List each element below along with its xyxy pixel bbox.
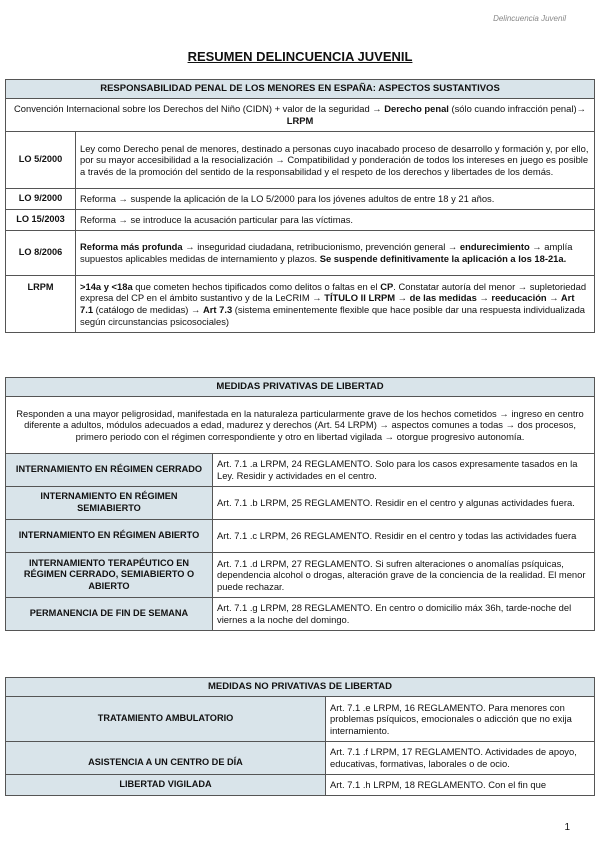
table-medidas-no-privativas: [5, 677, 595, 796]
text-bold: >14a y <18a: [80, 280, 133, 292]
text-bold: Art 7.3: [203, 304, 233, 315]
table-row: [6, 598, 595, 631]
text-plain: → amplía supuestos aplicables medidas de internamiento y plazos.: [80, 241, 573, 264]
table-row: [6, 276, 595, 333]
row-label: PERMANENCIA DE FIN DE SEMANA: [6, 598, 213, 631]
row-text: [76, 276, 595, 333]
table-row: [6, 231, 595, 276]
row-label: INTERNAMIENTO TERAPÉUTICO EN RÉGIMEN CERRADO, SEMIABIERTO O ABIERTO: [6, 553, 213, 598]
row-text: Art. 7.1 .c LRPM, 26 REGLAMENTO. Residir en el centro y todas las actividades fuera: [213, 520, 595, 553]
row-label: LO 15/2003: [6, 210, 76, 231]
intro-bold: Derecho penal: [384, 103, 449, 115]
running-header: Delincuencia Juvenil: [493, 14, 566, 23]
row-label: INTERNAMIENTO EN RÉGIMEN SEMIABIERTO: [6, 487, 213, 520]
row-text: [76, 231, 595, 276]
table-row: [6, 189, 595, 210]
text-bold: CP: [380, 280, 394, 292]
row-label: LO 5/2000: [6, 132, 76, 189]
text-bold: TÍTULO II LRPM → de las medidas → reeducación → Art 7.1: [80, 292, 575, 315]
intro-text: Convención Internacional sobre los Derechos del Niño (CIDN) + valor de la seguridad →: [14, 103, 385, 115]
section-heading: RESPONSABILIDAD PENAL DE LOS MENORES EN ESPAÑA: ASPECTOS SUSTANTIVOS: [6, 80, 595, 99]
table-row: [6, 775, 595, 796]
row-text: Art. 7.1 .a LRPM, 24 REGLAMENTO. Solo para los casos expresamente tasados en la Ley. Residir y actividades en el centro.: [213, 454, 595, 487]
table-row: [6, 520, 595, 553]
document-title: RESUMEN DELINCUENCIA JUVENIL: [187, 49, 413, 64]
text-plain: (catálogo de medidas) →: [93, 304, 203, 315]
table-row: [6, 553, 595, 598]
table-row: [6, 487, 595, 520]
section-intro: Responden a una mayor peligrosidad, manifestada en la naturaleza particularmente grave de los hechos cometidos → ingreso en centro diferente a adultos, módulos adecuados a edad, madurez y derechos (Art. 54 LRPM) → aspectos comunes a todas → dos procesos, primero periodo con el régimen correspondiente y otro en libertad vigilada → otorgue progresivo autonomía.: [6, 397, 595, 454]
section-intro: [6, 99, 595, 132]
row-text: Art. 7.1 .g LRPM, 28 REGLAMENTO. En centro o domicilio máx 36h, tarde-noche del viernes a la noche del domingo.: [213, 598, 595, 631]
row-text: Reforma → suspende la aplicación de la LO 5/2000 para los jóvenes adultos de entre 18 y 21 años.: [76, 189, 595, 210]
row-text: Art. 7.1 .d LRPM, 27 REGLAMENTO. Si sufren alteraciones o anomalías psíquicas, dependencia alcohol o drogas, alteración grave de la conciencia de la realidad. El menor puede rechazar.: [213, 553, 595, 598]
intro-text: (sólo cuando infracción penal)→: [448, 103, 586, 115]
table-row: [6, 697, 595, 742]
row-text: Ley como Derecho penal de menores, destinado a personas cuyo inacabado proceso de desarrollo y formación y, por ello, por su mayor accesibilidad a la resocialización → Compatibilidad y ponderación de todos los intereses en juego es posible a través de la promoción del sentido de la responsabilidad y el respeto de los derechos y libertades de los demás.: [76, 132, 595, 189]
page-number: 1: [564, 822, 570, 833]
table-row: [6, 132, 595, 189]
row-label: INTERNAMIENTO EN RÉGIMEN CERRADO: [6, 454, 213, 487]
intro-bold: LRPM: [286, 115, 314, 126]
text-plain: (sistema eminentemente flexible que hace posible dar una respuesta individualizada según circunstancias psicosociales): [80, 304, 586, 327]
row-text: Art. 7.1 .b LRPM, 25 REGLAMENTO. Residir en el centro y algunas actividades fuera.: [213, 487, 595, 520]
row-label: INTERNAMIENTO EN RÉGIMEN ABIERTO: [6, 520, 213, 553]
row-label: LO 9/2000: [6, 189, 76, 210]
text-bold: Reforma más profunda: [80, 241, 183, 253]
row-label: TRATAMIENTO AMBULATORIO: [6, 697, 326, 742]
row-text: Art. 7.1 .f LRPM, 17 REGLAMENTO. Actividades de apoyo, educativas, formativas, laborales o de ocio.: [326, 742, 595, 775]
table-responsabilidad-penal: [5, 79, 595, 333]
table-medidas-privativas: [5, 377, 595, 631]
row-label: LRPM: [6, 276, 76, 333]
table-row: [6, 210, 595, 231]
row-text: Art. 7.1 .h LRPM, 18 REGLAMENTO. Con el fin que: [326, 775, 595, 796]
section-heading: MEDIDAS NO PRIVATIVAS DE LIBERTAD: [6, 678, 595, 697]
row-text: Art. 7.1 .e LRPM, 16 REGLAMENTO. Para menores con problemas psíquicos, emocionales o adicción que no exija internamiento.: [326, 697, 595, 742]
text-plain: → inseguridad ciudadana, retribucionismo, prevención general →: [182, 241, 460, 253]
text-bold: Se suspende definitivamente la aplicación a los 18-21a.: [319, 253, 567, 264]
section-heading: MEDIDAS PRIVATIVAS DE LIBERTAD: [6, 378, 595, 397]
row-label: ASISTENCIA A UN CENTRO DE DÍA: [6, 742, 326, 775]
text-bold: endurecimiento: [459, 241, 530, 253]
table-row: [6, 742, 595, 775]
text-plain: que cometen hechos tipificados como delitos o faltas en el: [132, 280, 381, 292]
row-label: LIBERTAD VIGILADA: [6, 775, 326, 796]
text-plain: . Constatar autoría del menor → supletoriedad expresa del CP en el ámbito sustantivo y de la LeCRIM →: [80, 280, 587, 304]
table-row: [6, 454, 595, 487]
row-label: LO 8/2006: [6, 231, 76, 276]
row-text: Reforma → se introduce la acusación particular para las víctimas.: [76, 210, 595, 231]
